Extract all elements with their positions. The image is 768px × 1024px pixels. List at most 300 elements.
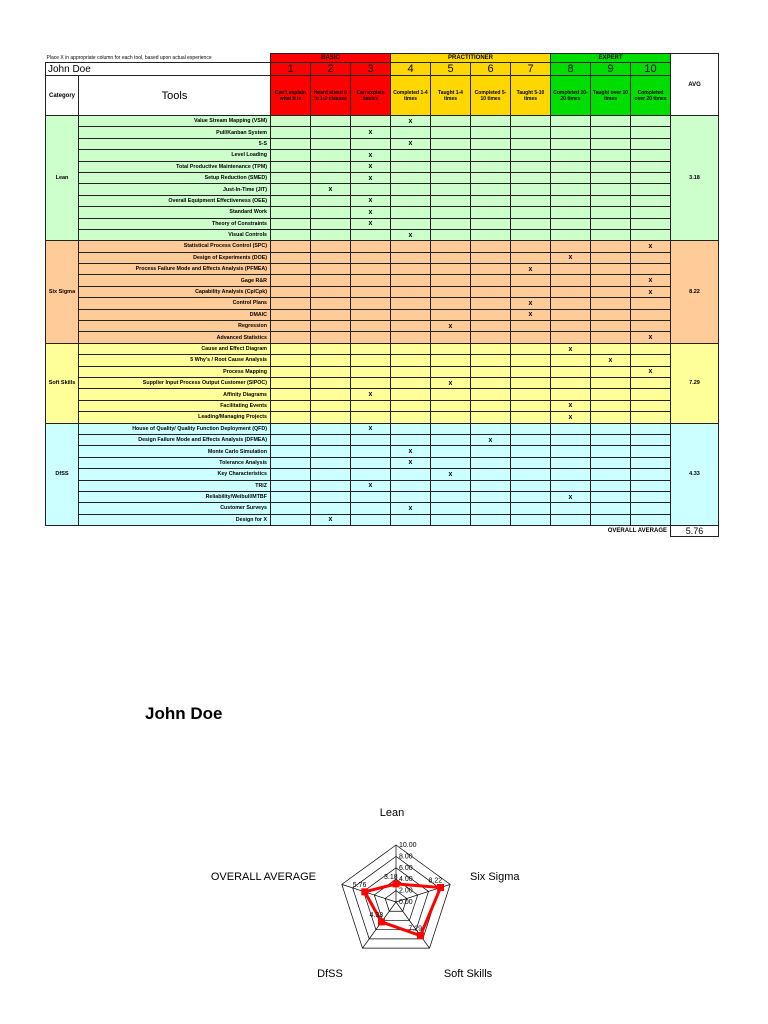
rating-cell[interactable]: [271, 469, 311, 480]
rating-cell[interactable]: [351, 446, 391, 457]
rating-cell[interactable]: [391, 172, 431, 183]
rating-cell[interactable]: [311, 469, 351, 480]
rating-cell[interactable]: [551, 138, 591, 149]
rating-cell[interactable]: [311, 116, 351, 127]
rating-cell[interactable]: [311, 264, 351, 275]
rating-cell[interactable]: [391, 332, 431, 343]
rating-cell[interactable]: [311, 355, 351, 366]
rating-cell[interactable]: [311, 343, 351, 354]
rating-cell[interactable]: [271, 172, 311, 183]
rating-cell[interactable]: [351, 366, 391, 377]
rating-cell[interactable]: [471, 321, 511, 332]
rating-cell[interactable]: [591, 207, 631, 218]
rating-cell[interactable]: [271, 184, 311, 195]
rating-cell[interactable]: [511, 138, 551, 149]
rating-cell[interactable]: [431, 355, 471, 366]
rating-cell[interactable]: [471, 264, 511, 275]
rating-cell[interactable]: [351, 400, 391, 411]
rating-cell[interactable]: [431, 446, 471, 457]
rating-cell[interactable]: [591, 491, 631, 502]
rating-cell[interactable]: [311, 412, 351, 423]
rating-mark[interactable]: x: [391, 138, 431, 149]
rating-cell[interactable]: [391, 241, 431, 252]
rating-cell[interactable]: [631, 400, 671, 411]
rating-cell[interactable]: [391, 127, 431, 138]
rating-cell[interactable]: [511, 252, 551, 263]
rating-cell[interactable]: [511, 275, 551, 286]
rating-cell[interactable]: [271, 116, 311, 127]
rating-cell[interactable]: [631, 355, 671, 366]
rating-cell[interactable]: [391, 412, 431, 423]
rating-cell[interactable]: [551, 275, 591, 286]
rating-cell[interactable]: [431, 389, 471, 400]
rating-cell[interactable]: [591, 514, 631, 525]
rating-cell[interactable]: [471, 150, 511, 161]
rating-cell[interactable]: [391, 366, 431, 377]
rating-cell[interactable]: [511, 241, 551, 252]
rating-cell[interactable]: [391, 434, 431, 445]
rating-cell[interactable]: [391, 286, 431, 297]
rating-cell[interactable]: [631, 116, 671, 127]
rating-mark[interactable]: x: [631, 241, 671, 252]
rating-cell[interactable]: [271, 229, 311, 240]
rating-cell[interactable]: [511, 457, 551, 468]
rating-cell[interactable]: [391, 514, 431, 525]
rating-cell[interactable]: [471, 503, 511, 514]
rating-cell[interactable]: [631, 195, 671, 206]
rating-mark[interactable]: x: [351, 218, 391, 229]
rating-cell[interactable]: [311, 252, 351, 263]
rating-cell[interactable]: [431, 252, 471, 263]
rating-cell[interactable]: [391, 161, 431, 172]
rating-cell[interactable]: [391, 264, 431, 275]
rating-mark[interactable]: x: [351, 195, 391, 206]
rating-cell[interactable]: [431, 127, 471, 138]
rating-cell[interactable]: [511, 172, 551, 183]
rating-cell[interactable]: [351, 412, 391, 423]
rating-cell[interactable]: [631, 264, 671, 275]
rating-cell[interactable]: [471, 446, 511, 457]
rating-cell[interactable]: [591, 469, 631, 480]
rating-cell[interactable]: [351, 286, 391, 297]
rating-cell[interactable]: [511, 161, 551, 172]
rating-cell[interactable]: [631, 161, 671, 172]
rating-mark[interactable]: x: [511, 298, 551, 309]
rating-cell[interactable]: [351, 241, 391, 252]
rating-cell[interactable]: [511, 195, 551, 206]
rating-cell[interactable]: [431, 366, 471, 377]
rating-cell[interactable]: [431, 172, 471, 183]
rating-cell[interactable]: [551, 116, 591, 127]
rating-cell[interactable]: [511, 423, 551, 434]
rating-cell[interactable]: [431, 457, 471, 468]
rating-cell[interactable]: [591, 309, 631, 320]
rating-cell[interactable]: [311, 172, 351, 183]
rating-cell[interactable]: [271, 434, 311, 445]
rating-mark[interactable]: x: [631, 366, 671, 377]
rating-cell[interactable]: [591, 389, 631, 400]
rating-cell[interactable]: [431, 412, 471, 423]
rating-cell[interactable]: [271, 377, 311, 388]
rating-cell[interactable]: [511, 229, 551, 240]
rating-cell[interactable]: [511, 355, 551, 366]
rating-cell[interactable]: [631, 138, 671, 149]
rating-cell[interactable]: [351, 491, 391, 502]
rating-cell[interactable]: [591, 423, 631, 434]
rating-cell[interactable]: [551, 457, 591, 468]
rating-cell[interactable]: [631, 503, 671, 514]
rating-cell[interactable]: [511, 184, 551, 195]
rating-cell[interactable]: [591, 377, 631, 388]
rating-cell[interactable]: [591, 275, 631, 286]
rating-cell[interactable]: [631, 150, 671, 161]
rating-cell[interactable]: [471, 355, 511, 366]
rating-cell[interactable]: [311, 286, 351, 297]
rating-cell[interactable]: [631, 377, 671, 388]
rating-mark[interactable]: x: [431, 321, 471, 332]
rating-cell[interactable]: [431, 275, 471, 286]
rating-cell[interactable]: [471, 286, 511, 297]
rating-mark[interactable]: x: [551, 252, 591, 263]
rating-cell[interactable]: [431, 400, 471, 411]
rating-cell[interactable]: [591, 241, 631, 252]
rating-cell[interactable]: [471, 332, 511, 343]
rating-cell[interactable]: [511, 150, 551, 161]
rating-mark[interactable]: x: [351, 150, 391, 161]
rating-cell[interactable]: [471, 127, 511, 138]
rating-cell[interactable]: [471, 138, 511, 149]
rating-cell[interactable]: [431, 184, 471, 195]
rating-cell[interactable]: [391, 298, 431, 309]
rating-mark[interactable]: x: [551, 400, 591, 411]
rating-mark[interactable]: x: [391, 116, 431, 127]
rating-mark[interactable]: x: [591, 355, 631, 366]
rating-cell[interactable]: [551, 218, 591, 229]
rating-cell[interactable]: [431, 116, 471, 127]
rating-cell[interactable]: [591, 400, 631, 411]
rating-cell[interactable]: [551, 377, 591, 388]
rating-mark[interactable]: x: [471, 434, 511, 445]
rating-cell[interactable]: [631, 298, 671, 309]
rating-cell[interactable]: [631, 446, 671, 457]
rating-cell[interactable]: [311, 400, 351, 411]
rating-cell[interactable]: [471, 184, 511, 195]
rating-cell[interactable]: [271, 161, 311, 172]
rating-cell[interactable]: [631, 423, 671, 434]
rating-mark[interactable]: x: [391, 446, 431, 457]
rating-cell[interactable]: [391, 150, 431, 161]
rating-cell[interactable]: [271, 298, 311, 309]
rating-cell[interactable]: [471, 161, 511, 172]
rating-cell[interactable]: [511, 514, 551, 525]
rating-cell[interactable]: [431, 241, 471, 252]
rating-cell[interactable]: [351, 229, 391, 240]
rating-cell[interactable]: [591, 366, 631, 377]
rating-cell[interactable]: [551, 469, 591, 480]
rating-cell[interactable]: [311, 229, 351, 240]
rating-cell[interactable]: [551, 355, 591, 366]
rating-cell[interactable]: [391, 195, 431, 206]
rating-cell[interactable]: [551, 127, 591, 138]
rating-cell[interactable]: [591, 286, 631, 297]
rating-cell[interactable]: [271, 264, 311, 275]
rating-cell[interactable]: [271, 332, 311, 343]
rating-mark[interactable]: x: [551, 412, 591, 423]
rating-cell[interactable]: [271, 480, 311, 491]
rating-cell[interactable]: [271, 514, 311, 525]
rating-cell[interactable]: [631, 480, 671, 491]
rating-cell[interactable]: [591, 116, 631, 127]
rating-cell[interactable]: [311, 127, 351, 138]
rating-cell[interactable]: [311, 241, 351, 252]
rating-cell[interactable]: [351, 184, 391, 195]
rating-cell[interactable]: [271, 138, 311, 149]
rating-cell[interactable]: [511, 366, 551, 377]
rating-cell[interactable]: [591, 264, 631, 275]
rating-mark[interactable]: x: [391, 229, 431, 240]
rating-cell[interactable]: [351, 309, 391, 320]
rating-cell[interactable]: [551, 514, 591, 525]
rating-cell[interactable]: [351, 275, 391, 286]
rating-cell[interactable]: [391, 252, 431, 263]
rating-cell[interactable]: [271, 366, 311, 377]
rating-cell[interactable]: [551, 446, 591, 457]
rating-cell[interactable]: [551, 298, 591, 309]
rating-cell[interactable]: [471, 229, 511, 240]
rating-cell[interactable]: [591, 503, 631, 514]
rating-cell[interactable]: [391, 321, 431, 332]
rating-cell[interactable]: [271, 400, 311, 411]
rating-cell[interactable]: [431, 207, 471, 218]
rating-cell[interactable]: [551, 241, 591, 252]
rating-cell[interactable]: [591, 412, 631, 423]
rating-cell[interactable]: [431, 298, 471, 309]
rating-cell[interactable]: [591, 195, 631, 206]
rating-cell[interactable]: [511, 491, 551, 502]
rating-cell[interactable]: [351, 434, 391, 445]
rating-cell[interactable]: [511, 400, 551, 411]
rating-cell[interactable]: [551, 195, 591, 206]
rating-cell[interactable]: [471, 172, 511, 183]
rating-cell[interactable]: [591, 480, 631, 491]
rating-cell[interactable]: [551, 423, 591, 434]
rating-mark[interactable]: x: [511, 264, 551, 275]
rating-cell[interactable]: [431, 503, 471, 514]
rating-mark[interactable]: x: [631, 286, 671, 297]
rating-cell[interactable]: [591, 184, 631, 195]
rating-cell[interactable]: [431, 150, 471, 161]
rating-cell[interactable]: [271, 389, 311, 400]
rating-cell[interactable]: [311, 298, 351, 309]
rating-cell[interactable]: [591, 434, 631, 445]
rating-cell[interactable]: [271, 321, 311, 332]
rating-cell[interactable]: [631, 184, 671, 195]
rating-mark[interactable]: x: [311, 514, 351, 525]
rating-cell[interactable]: [271, 275, 311, 286]
rating-cell[interactable]: [551, 332, 591, 343]
rating-cell[interactable]: [551, 184, 591, 195]
rating-cell[interactable]: [471, 241, 511, 252]
rating-cell[interactable]: [591, 218, 631, 229]
rating-cell[interactable]: [271, 446, 311, 457]
rating-mark[interactable]: x: [311, 184, 351, 195]
rating-cell[interactable]: [631, 229, 671, 240]
rating-cell[interactable]: [591, 138, 631, 149]
rating-cell[interactable]: [351, 469, 391, 480]
rating-cell[interactable]: [271, 503, 311, 514]
rating-cell[interactable]: [551, 321, 591, 332]
rating-cell[interactable]: [511, 127, 551, 138]
rating-cell[interactable]: [551, 207, 591, 218]
rating-cell[interactable]: [271, 355, 311, 366]
rating-mark[interactable]: x: [431, 377, 471, 388]
rating-cell[interactable]: [431, 229, 471, 240]
rating-cell[interactable]: [431, 161, 471, 172]
rating-cell[interactable]: [431, 491, 471, 502]
rating-cell[interactable]: [591, 161, 631, 172]
rating-cell[interactable]: [631, 457, 671, 468]
rating-cell[interactable]: [551, 389, 591, 400]
rating-cell[interactable]: [551, 161, 591, 172]
rating-cell[interactable]: [271, 309, 311, 320]
rating-cell[interactable]: [591, 127, 631, 138]
rating-cell[interactable]: [631, 343, 671, 354]
rating-cell[interactable]: [631, 321, 671, 332]
rating-cell[interactable]: [351, 252, 391, 263]
rating-cell[interactable]: [311, 218, 351, 229]
rating-mark[interactable]: x: [351, 207, 391, 218]
rating-cell[interactable]: [591, 150, 631, 161]
rating-cell[interactable]: [271, 491, 311, 502]
rating-cell[interactable]: [551, 286, 591, 297]
rating-mark[interactable]: x: [551, 491, 591, 502]
rating-cell[interactable]: [431, 332, 471, 343]
rating-cell[interactable]: [391, 491, 431, 502]
rating-mark[interactable]: x: [351, 423, 391, 434]
rating-cell[interactable]: [351, 457, 391, 468]
rating-cell[interactable]: [391, 184, 431, 195]
rating-cell[interactable]: [551, 150, 591, 161]
rating-cell[interactable]: [271, 241, 311, 252]
rating-cell[interactable]: [311, 138, 351, 149]
rating-cell[interactable]: [391, 377, 431, 388]
rating-cell[interactable]: [391, 275, 431, 286]
rating-cell[interactable]: [391, 480, 431, 491]
rating-cell[interactable]: [471, 400, 511, 411]
rating-cell[interactable]: [431, 514, 471, 525]
rating-cell[interactable]: [471, 377, 511, 388]
rating-cell[interactable]: [271, 127, 311, 138]
rating-cell[interactable]: [631, 309, 671, 320]
rating-cell[interactable]: [271, 423, 311, 434]
rating-cell[interactable]: [431, 309, 471, 320]
rating-cell[interactable]: [471, 298, 511, 309]
rating-cell[interactable]: [351, 332, 391, 343]
rating-cell[interactable]: [471, 480, 511, 491]
rating-cell[interactable]: [631, 434, 671, 445]
rating-cell[interactable]: [511, 503, 551, 514]
rating-cell[interactable]: [631, 514, 671, 525]
rating-cell[interactable]: [511, 286, 551, 297]
rating-cell[interactable]: [471, 252, 511, 263]
rating-cell[interactable]: [351, 377, 391, 388]
rating-cell[interactable]: [311, 366, 351, 377]
rating-cell[interactable]: [311, 195, 351, 206]
rating-mark[interactable]: x: [391, 503, 431, 514]
rating-cell[interactable]: [311, 150, 351, 161]
rating-cell[interactable]: [511, 218, 551, 229]
rating-cell[interactable]: [271, 218, 311, 229]
rating-cell[interactable]: [591, 446, 631, 457]
rating-cell[interactable]: [511, 469, 551, 480]
rating-cell[interactable]: [391, 400, 431, 411]
rating-cell[interactable]: [271, 412, 311, 423]
rating-cell[interactable]: [391, 423, 431, 434]
rating-mark[interactable]: x: [351, 389, 391, 400]
rating-cell[interactable]: [551, 172, 591, 183]
rating-cell[interactable]: [311, 491, 351, 502]
rating-cell[interactable]: [591, 457, 631, 468]
rating-cell[interactable]: [511, 480, 551, 491]
rating-cell[interactable]: [591, 298, 631, 309]
rating-cell[interactable]: [431, 423, 471, 434]
rating-cell[interactable]: [551, 309, 591, 320]
rating-cell[interactable]: [311, 423, 351, 434]
rating-cell[interactable]: [311, 321, 351, 332]
rating-cell[interactable]: [271, 195, 311, 206]
rating-cell[interactable]: [471, 116, 511, 127]
rating-cell[interactable]: [591, 332, 631, 343]
rating-cell[interactable]: [351, 514, 391, 525]
rating-cell[interactable]: [271, 286, 311, 297]
rating-cell[interactable]: [351, 343, 391, 354]
rating-cell[interactable]: [471, 389, 511, 400]
rating-cell[interactable]: [311, 309, 351, 320]
rating-cell[interactable]: [471, 195, 511, 206]
rating-cell[interactable]: [431, 264, 471, 275]
rating-cell[interactable]: [311, 207, 351, 218]
rating-cell[interactable]: [591, 343, 631, 354]
rating-cell[interactable]: [351, 298, 391, 309]
rating-cell[interactable]: [311, 161, 351, 172]
rating-cell[interactable]: [591, 172, 631, 183]
rating-cell[interactable]: [471, 412, 511, 423]
rating-cell[interactable]: [551, 503, 591, 514]
rating-cell[interactable]: [591, 229, 631, 240]
rating-cell[interactable]: [271, 457, 311, 468]
rating-cell[interactable]: [471, 309, 511, 320]
rating-cell[interactable]: [431, 434, 471, 445]
rating-cell[interactable]: [511, 377, 551, 388]
rating-cell[interactable]: [471, 423, 511, 434]
rating-mark[interactable]: x: [351, 127, 391, 138]
rating-cell[interactable]: [271, 343, 311, 354]
rating-cell[interactable]: [311, 457, 351, 468]
rating-cell[interactable]: [431, 195, 471, 206]
rating-mark[interactable]: x: [631, 275, 671, 286]
rating-cell[interactable]: [471, 218, 511, 229]
rating-cell[interactable]: [631, 412, 671, 423]
rating-cell[interactable]: [351, 264, 391, 275]
rating-mark[interactable]: x: [351, 172, 391, 183]
rating-mark[interactable]: x: [551, 343, 591, 354]
rating-cell[interactable]: [311, 446, 351, 457]
rating-cell[interactable]: [351, 321, 391, 332]
rating-cell[interactable]: [311, 332, 351, 343]
rating-cell[interactable]: [391, 389, 431, 400]
rating-cell[interactable]: [631, 207, 671, 218]
rating-cell[interactable]: [391, 207, 431, 218]
